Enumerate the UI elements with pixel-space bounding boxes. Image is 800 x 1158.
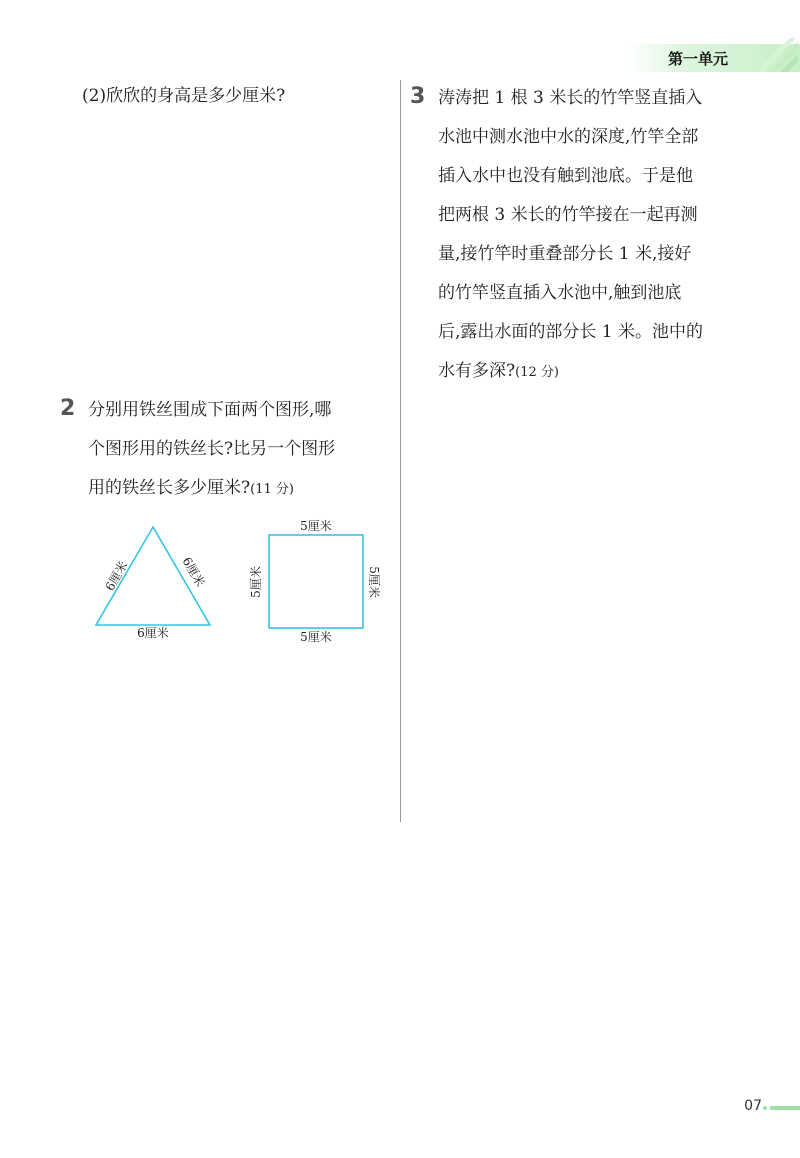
square-top-label: 5厘米 — [300, 519, 332, 533]
question-3-line-2: 水池中测水池中水的深度,竹竿全部 — [438, 127, 699, 147]
unit-label: 第一单元 — [667, 50, 728, 68]
question-2-line-1: 分别用铁丝围成下面两个图形,哪 — [88, 400, 332, 420]
question-3-line-6: 的竹竿竖直插入水池中,触到池底 — [438, 283, 682, 303]
question-3-line-8 — [438, 359, 559, 385]
square-shape — [269, 535, 363, 628]
question-3-number: 3 — [410, 84, 426, 109]
column-divider — [400, 80, 401, 822]
question-3-line-4: 把两根 3 米长的竹竿接在一起再测 — [438, 205, 698, 225]
header-stripe-decoration — [750, 34, 800, 74]
question-3-line-8-text: 水有多深? — [438, 361, 516, 381]
question-3-score: (12 分) — [515, 365, 559, 380]
question-3-line-7: 后,露出水面的部分长 1 米。池中的 — [438, 322, 704, 342]
page-number: 07 — [744, 1098, 762, 1114]
question-3-line-3: 插入水中也没有触到池底。于是他 — [438, 166, 693, 186]
question-3-line-1: 涛涛把 1 根 3 米长的竹竿竖直插入 — [438, 88, 703, 108]
page-bar-decoration — [770, 1106, 800, 1110]
question-2-line-3-text: 用的铁丝长多少厘米? — [88, 478, 251, 498]
square-left-label: 5厘米 — [249, 566, 263, 598]
square-right-label: 5厘米 — [367, 566, 381, 598]
figures-area — [80, 510, 390, 650]
question-2-score: (11 分) — [250, 482, 294, 497]
square-bottom-label: 5厘米 — [300, 630, 332, 644]
triangle-left-label: 6厘米 — [102, 558, 131, 594]
question-1-part-2: (2)欣欣的身高是多少厘米? — [82, 86, 286, 106]
triangle-right-label: 6厘米 — [179, 554, 208, 590]
question-2-number: 2 — [60, 396, 76, 421]
triangle-bottom-label: 6厘米 — [137, 626, 169, 640]
page-dot-decoration — [763, 1106, 767, 1110]
question-2-line-2: 个图形用的铁丝长?比另一个图形 — [88, 439, 336, 459]
question-2-line-3 — [88, 476, 294, 502]
question-3-line-5: 量,接竹竿时重叠部分长 1 米,接好 — [438, 244, 692, 264]
